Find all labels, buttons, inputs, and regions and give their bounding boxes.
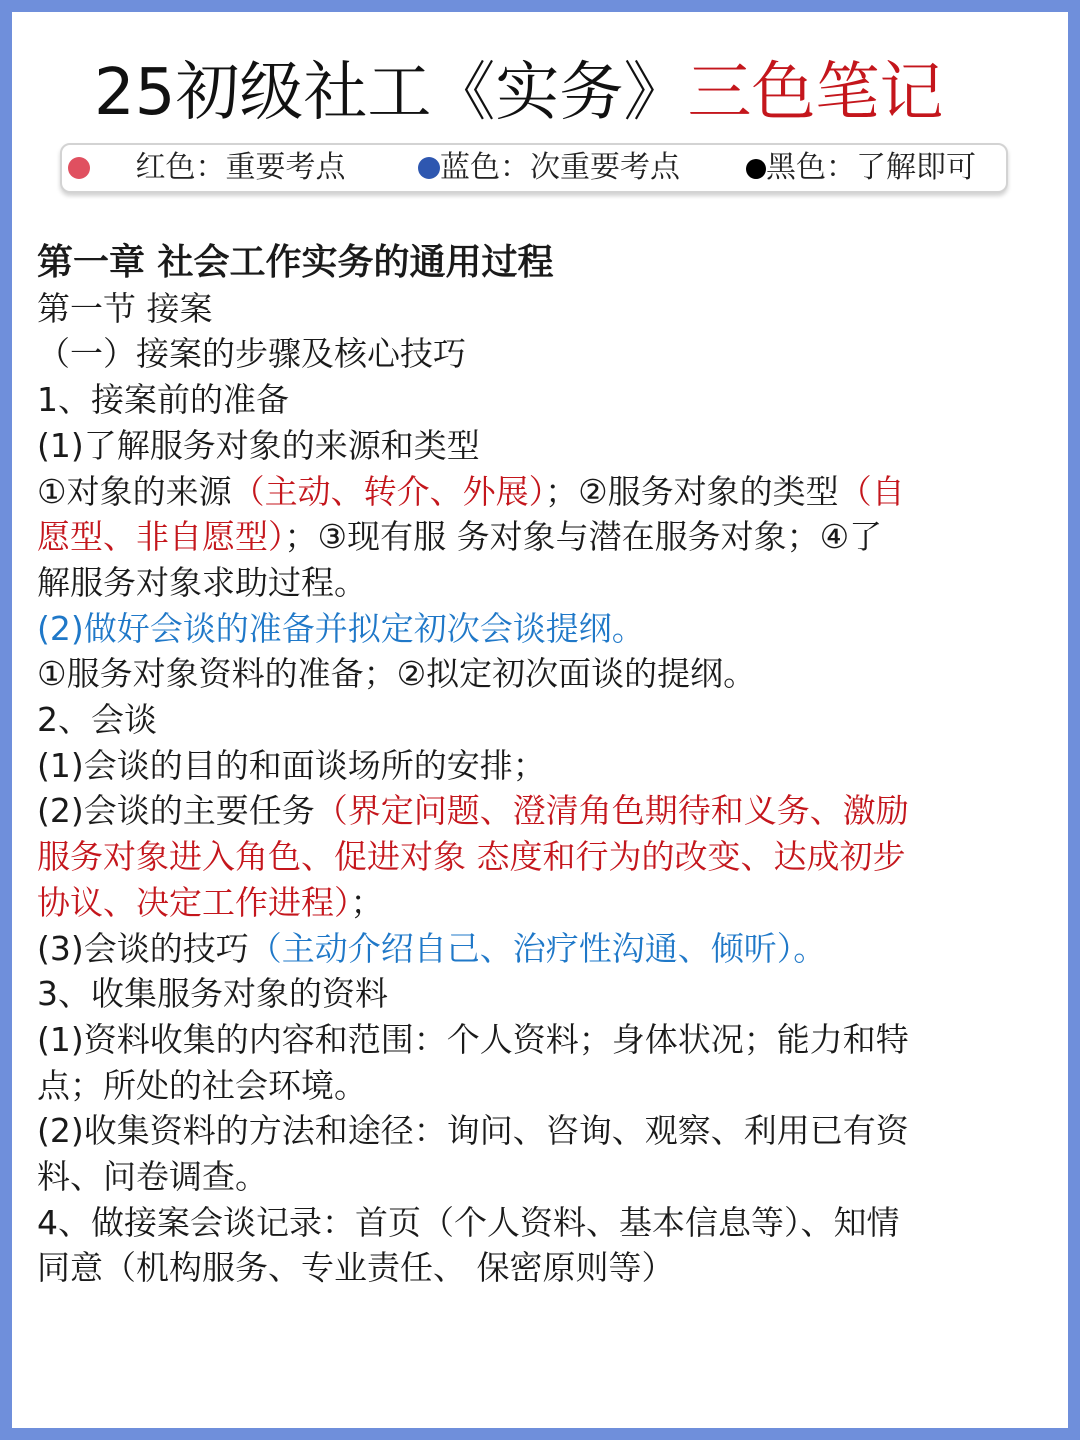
red-text: 愿型、非自愿型） (37, 517, 285, 557)
note-page (12, 12, 1068, 1428)
item-1: 1、接案前的准备 (37, 380, 289, 420)
legend-black (746, 145, 976, 191)
item-3: 3、收集服务对象的资料 (37, 974, 388, 1014)
legend-black-label: 黑色：了解即可 (766, 150, 976, 185)
blue-text: （主动介绍自己、治疗性沟通、倾听）。 (248, 928, 827, 968)
red-text: （主动、转介、外展） (231, 471, 546, 511)
red-text: （自 (838, 471, 905, 511)
legend-blue-label: 蓝色：次重要考点 (440, 150, 680, 185)
text-line (37, 880, 1049, 926)
blue-text-line: (2)做好会谈的准备并拟定初次会谈提纲。 (37, 608, 645, 648)
text-span: ①对象的来源 (37, 471, 232, 511)
text-span: ；②服务对象的类型 (545, 471, 839, 511)
text-line (37, 514, 1049, 560)
blue-dot-icon (418, 157, 440, 179)
subsection-heading: （一）接案的步骤及核心技巧 (37, 334, 466, 374)
legend-red (68, 145, 346, 191)
text-line: (1)资料收集的内容和范围：个人资料；身体状况；能力和特 (37, 1019, 909, 1059)
item-1-1: (1)了解服务对象的来源和类型 (37, 425, 480, 465)
red-dot-icon (68, 157, 90, 179)
text-line: 点；所处的社会环境。 (37, 1065, 367, 1105)
text-line (37, 788, 1049, 834)
text-line (37, 926, 1049, 972)
text-line: 解服务对象求助过程。 (37, 562, 367, 602)
red-text: （界定问题、澄清角色期待和义务、激励 (314, 791, 909, 831)
title-black-part: 25初级社工《实务》 (94, 56, 688, 130)
text-span: ； (350, 882, 384, 922)
red-text: 协议、决定工作进程） (37, 882, 351, 922)
text-line: 料、问卷调查。 (37, 1157, 268, 1197)
item-2: 2、会谈 (37, 700, 157, 740)
text-line: ①服务对象资料的准备；②拟定初次面谈的提纲。 (37, 654, 757, 694)
text-line: (2)收集资料的方法和途径：询问、咨询、观察、利用已有资 (37, 1111, 909, 1151)
legend-red-label: 红色：重要考点 (135, 150, 346, 185)
color-legend (60, 143, 1008, 193)
text-span: ；③现有服 务对象与潜在服务对象；④了 (284, 517, 883, 557)
section-heading: 第一节 接案 (37, 288, 213, 328)
legend-blue (418, 145, 680, 191)
text-span: (2)会谈的主要任务 (37, 791, 315, 831)
page-title (94, 52, 943, 134)
title-red-part: 三色笔记 (687, 56, 944, 130)
note-content (37, 240, 1049, 1291)
black-dot-icon (746, 159, 766, 179)
item-4: 4、做接案会谈记录：首页（个人资料、基本信息等）、知情 (37, 1202, 900, 1242)
text-line: (1)会谈的目的和面谈场所的安排； (37, 745, 546, 785)
red-text-line: 服务对象进入角色、促进对象 态度和行为的改变、达成初步 (37, 837, 906, 877)
text-line: 同意（机构服务、专业责任、 保密原则等） (37, 1248, 675, 1288)
text-span: (3)会谈的技巧 (37, 928, 249, 968)
text-line (37, 469, 1049, 515)
chapter-heading: 第一章 社会工作实务的通用过程 (37, 242, 554, 283)
